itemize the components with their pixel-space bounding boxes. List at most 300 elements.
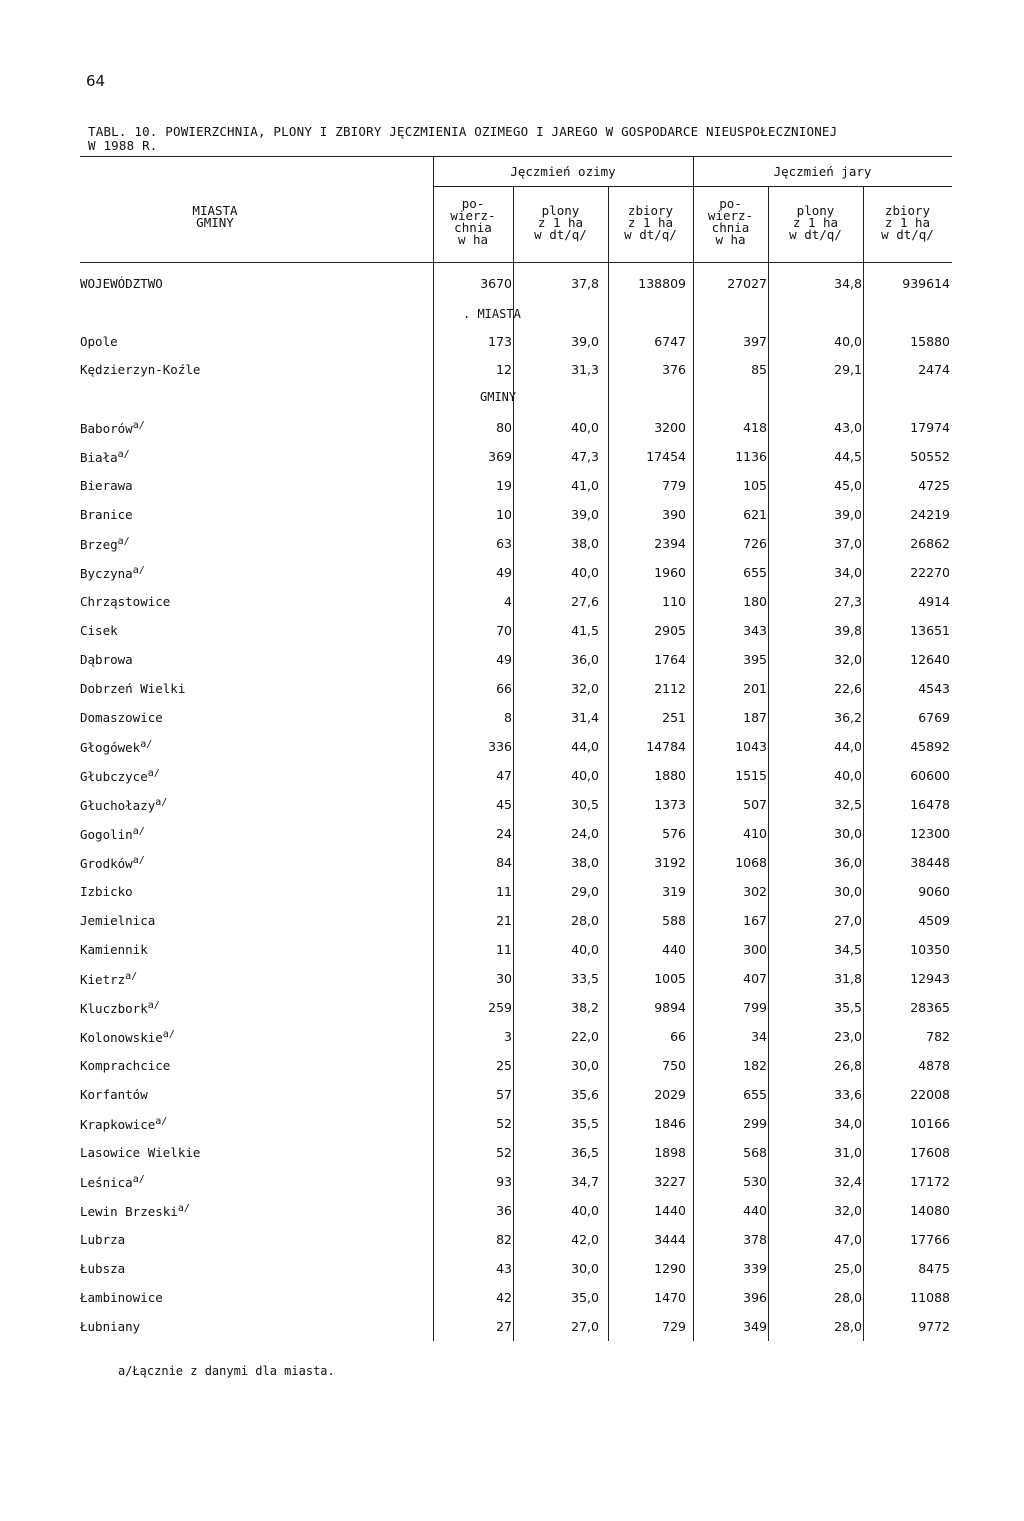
cell-value: 299 (743, 1116, 767, 1131)
cell-value: 621 (743, 507, 767, 522)
row-name (80, 1087, 148, 1102)
cell-value: 27027 (727, 276, 767, 291)
cell-value: 85 (751, 362, 767, 377)
cell-value: 396 (743, 1290, 767, 1305)
cell-value: 66 (670, 1029, 686, 1044)
cell-value: 35,6 (571, 1087, 599, 1102)
cell-value: 302 (743, 884, 767, 899)
footnote-marker: a/ (132, 1174, 145, 1185)
cell-value: 182 (743, 1058, 767, 1073)
cell-value: 376 (662, 362, 686, 377)
table-row (0, 855, 1024, 875)
row-name (80, 334, 118, 349)
row-name-text: Chrząstowice (80, 594, 171, 609)
cell-value: 37,0 (834, 536, 862, 551)
row-name-text: Lubrza (80, 1232, 126, 1247)
cell-value: 110 (662, 594, 686, 609)
table-row (0, 565, 1024, 585)
cell-value: 28,0 (834, 1319, 862, 1334)
row-name-text: Biała (80, 450, 118, 466)
cell-value: 4 (504, 594, 512, 609)
cell-value: 36,5 (571, 1145, 599, 1160)
cell-value: 17172 (910, 1174, 950, 1189)
cell-value: 36,0 (834, 855, 862, 870)
footnote-marker: a/ (117, 536, 130, 547)
cell-value: 939614 (902, 276, 950, 291)
cell-value: 93 (496, 1174, 512, 1189)
winter-barley-header: Jęczmień ozimy (510, 164, 616, 179)
row-name (80, 1203, 190, 1219)
row-name (80, 623, 118, 638)
cell-value: 47 (496, 768, 512, 783)
voivodeship-row (0, 276, 1024, 296)
row-name-text: Lewin Brzeski (80, 1204, 178, 1220)
cell-value: 27,6 (571, 594, 599, 609)
cell-value: 14080 (910, 1203, 950, 1218)
table-row (0, 334, 1024, 354)
row-name (80, 1000, 160, 1016)
row-name (80, 797, 167, 813)
cell-value: 6769 (918, 710, 950, 725)
row-name-text: Kamiennik (80, 942, 148, 957)
cell-value: 36 (496, 1203, 512, 1218)
row-name (80, 739, 152, 755)
cell-value: 1470 (654, 1290, 686, 1305)
footnote-marker: a/ (132, 826, 145, 837)
cell-value: 40,0 (571, 942, 599, 957)
stub-header: MIASTA GMINY (192, 203, 238, 230)
cell-value: 66 (496, 681, 512, 696)
cell-value: 1290 (654, 1261, 686, 1276)
cell-value: 43,0 (834, 420, 862, 435)
cell-value: 12 (496, 362, 512, 377)
cell-value: 38448 (910, 855, 950, 870)
cell-value: 25 (496, 1058, 512, 1073)
cell-value: 14784 (646, 739, 686, 754)
cell-value: 26862 (910, 536, 950, 551)
cell-value: 30,0 (834, 826, 862, 841)
cell-value: 45892 (910, 739, 950, 754)
row-name (80, 1174, 145, 1190)
cell-value: 1846 (654, 1116, 686, 1131)
row-name (80, 449, 130, 465)
row-name-text: Lasowice Wielkie (80, 1145, 201, 1160)
column-rule (768, 186, 769, 1341)
cell-value: 37,8 (571, 276, 599, 291)
row-name-text: Łubsza (80, 1261, 126, 1276)
cell-value: 655 (743, 1087, 767, 1102)
cell-value: 31,4 (571, 710, 599, 725)
table-row (0, 1261, 1024, 1281)
cell-value: 440 (743, 1203, 767, 1218)
cell-value: 24,0 (571, 826, 599, 841)
cell-value: 180 (743, 594, 767, 609)
row-name-text: Łambinowice (80, 1290, 163, 1305)
cell-value: 3444 (654, 1232, 686, 1247)
table-row (0, 768, 1024, 788)
footnote-marker: a/ (125, 971, 138, 982)
row-name-text: Korfantów (80, 1087, 148, 1102)
row-name (80, 594, 170, 609)
cell-value: 11088 (910, 1290, 950, 1305)
cell-value: 12943 (910, 971, 950, 986)
cell-value: 12640 (910, 652, 950, 667)
cell-value: 30,0 (571, 1261, 599, 1276)
cell-value: 32,5 (834, 797, 862, 812)
cell-value: 30,5 (571, 797, 599, 812)
table-row (0, 1319, 1024, 1339)
cell-value: 60600 (910, 768, 950, 783)
cell-value: 440 (662, 942, 686, 957)
cell-value: 8475 (918, 1261, 950, 1276)
spring-barley-header: Jęczmień jary (773, 164, 872, 179)
table-row (0, 1087, 1024, 1107)
cell-value: 40,0 (571, 1203, 599, 1218)
cell-value: 38,0 (571, 855, 599, 870)
footnote-marker: a/ (132, 565, 145, 576)
cell-value: 82 (496, 1232, 512, 1247)
cell-value: 34,7 (571, 1174, 599, 1189)
cell-value: 9772 (918, 1319, 950, 1334)
cell-value: 3 (504, 1029, 512, 1044)
cell-value: 30,0 (834, 884, 862, 899)
cell-value: 369 (488, 449, 512, 464)
cell-value: 32,0 (834, 1203, 862, 1218)
table-row (0, 536, 1024, 556)
row-name-text: Izbicko (80, 884, 133, 899)
table-row (0, 797, 1024, 817)
cell-value: 27,3 (834, 594, 862, 609)
cell-value: 3192 (654, 855, 686, 870)
row-name (80, 420, 145, 436)
cell-value: 34,5 (834, 942, 862, 957)
cell-value: 1960 (654, 565, 686, 580)
cell-value: 10 (496, 507, 512, 522)
cell-value: 9894 (654, 1000, 686, 1015)
row-name-text: Głubczyce (80, 769, 148, 785)
cell-value: 2112 (654, 681, 686, 696)
cell-value: 12300 (910, 826, 950, 841)
row-name (80, 478, 133, 493)
table-row (0, 507, 1024, 527)
cell-value: 36,0 (571, 652, 599, 667)
table-row (0, 623, 1024, 643)
table-row (0, 1290, 1024, 1310)
row-name-text: Dobrzeń Wielki (80, 681, 186, 696)
cell-value: 11 (496, 884, 512, 899)
cell-value: 167 (743, 913, 767, 928)
cell-value: 44,0 (571, 739, 599, 754)
table-row (0, 1145, 1024, 1165)
table-row (0, 1058, 1024, 1078)
row-name (80, 1261, 125, 1276)
cell-value: 13651 (910, 623, 950, 638)
cell-value: 395 (743, 652, 767, 667)
cell-value: 336 (488, 739, 512, 754)
table-row (0, 420, 1024, 440)
cell-value: 3670 (480, 276, 512, 291)
table-row (0, 884, 1024, 904)
cell-value: 319 (662, 884, 686, 899)
cell-value: 22,0 (571, 1029, 599, 1044)
row-name (80, 565, 145, 581)
row-name (80, 362, 200, 377)
row-name (80, 1058, 170, 1073)
cell-value: 29,1 (834, 362, 862, 377)
cell-value: 28365 (910, 1000, 950, 1015)
table-row (0, 1232, 1024, 1252)
table-row (0, 826, 1024, 846)
cell-value: 418 (743, 420, 767, 435)
table-row (0, 478, 1024, 498)
cell-value: 40,0 (571, 565, 599, 580)
cell-value: 1898 (654, 1145, 686, 1160)
cell-value: 6747 (654, 334, 686, 349)
cell-value: 25,0 (834, 1261, 862, 1276)
cell-value: 41,5 (571, 623, 599, 638)
table-row (0, 449, 1024, 469)
table-row (0, 710, 1024, 730)
cell-value: 29,0 (571, 884, 599, 899)
cell-value: 33,6 (834, 1087, 862, 1102)
cell-value: 2905 (654, 623, 686, 638)
footnote-marker: a/ (117, 449, 130, 460)
cell-value: 52 (496, 1116, 512, 1131)
cell-value: 70 (496, 623, 512, 638)
cell-value: 4878 (918, 1058, 950, 1073)
cell-value: 38,0 (571, 536, 599, 551)
cell-value: 17766 (910, 1232, 950, 1247)
cell-value: 9060 (918, 884, 950, 899)
row-name (80, 1029, 175, 1045)
cell-value: 15880 (910, 334, 950, 349)
cell-value: 397 (743, 334, 767, 349)
table-row (0, 681, 1024, 701)
section-label-towns: . MIASTA (463, 307, 521, 321)
table-row (0, 594, 1024, 614)
row-name-text: Kluczbork (80, 1001, 148, 1017)
row-name (80, 855, 145, 871)
cell-value: 576 (662, 826, 686, 841)
cell-value: 21 (496, 913, 512, 928)
cell-value: 28,0 (834, 1290, 862, 1305)
cell-value: 779 (662, 478, 686, 493)
cell-value: 3200 (654, 420, 686, 435)
cell-value: 32,4 (834, 1174, 862, 1189)
row-name (80, 1290, 163, 1305)
cell-value: 43 (496, 1261, 512, 1276)
cell-value: 23,0 (834, 1029, 862, 1044)
cell-value: 655 (743, 565, 767, 580)
cell-value: 63 (496, 536, 512, 551)
table-row (0, 971, 1024, 991)
column-rule (863, 186, 864, 1341)
cell-value: 45 (496, 797, 512, 812)
cell-value: 2394 (654, 536, 686, 551)
cell-value: 4725 (918, 478, 950, 493)
cell-value: 568 (743, 1145, 767, 1160)
cell-value: 38,2 (571, 1000, 599, 1015)
cell-value: 1005 (654, 971, 686, 986)
row-name (80, 1319, 140, 1334)
cell-value: 47,3 (571, 449, 599, 464)
footnote-marker: a/ (140, 739, 153, 750)
cell-value: 10166 (910, 1116, 950, 1131)
row-name-text: Brzeg (80, 537, 118, 553)
cell-value: 28,0 (571, 913, 599, 928)
cell-value: 33,5 (571, 971, 599, 986)
cell-value: 39,8 (834, 623, 862, 638)
spring-area-header: po- wierz- chnia w ha (707, 196, 754, 247)
column-rule (513, 186, 514, 1341)
cell-value: 378 (743, 1232, 767, 1247)
table-title-year: W 1988 R. (88, 138, 158, 153)
footnote: a/Łącznie z danymi dla miasta. (118, 1364, 335, 1378)
cell-value: 2029 (654, 1087, 686, 1102)
cell-value: 22008 (910, 1087, 950, 1102)
row-name-text: Dąbrowa (80, 652, 133, 667)
row-name (80, 507, 133, 522)
cell-value: 50552 (910, 449, 950, 464)
row-name-text: Byczyna (80, 566, 133, 582)
cell-value: 799 (743, 1000, 767, 1015)
row-name-text: Kolonowskie (80, 1030, 163, 1046)
cell-value: 4509 (918, 913, 950, 928)
cell-value: 1373 (654, 797, 686, 812)
cell-value: 40,0 (834, 334, 862, 349)
row-name (80, 710, 163, 725)
table-row (0, 1116, 1024, 1136)
cell-value: 39,0 (834, 507, 862, 522)
cell-value: 17454 (646, 449, 686, 464)
row-name-text: Leśnica (80, 1175, 133, 1191)
cell-value: 407 (743, 971, 767, 986)
cell-value: 26,8 (834, 1058, 862, 1073)
cell-value: 22,6 (834, 681, 862, 696)
row-name-text: Gogolin (80, 827, 133, 843)
cell-value: 36,2 (834, 710, 862, 725)
cell-value: 3227 (654, 1174, 686, 1189)
footnote-marker: a/ (132, 855, 145, 866)
row-name-text: Branice (80, 507, 133, 522)
cell-value: 31,8 (834, 971, 862, 986)
cell-value: 30,0 (571, 1058, 599, 1073)
cell-value: 410 (743, 826, 767, 841)
row-name-text: Kietrz (80, 972, 126, 988)
winter-yield-header: plony z 1 ha w dt/q/ (534, 203, 587, 242)
cell-value: 57 (496, 1087, 512, 1102)
row-name-text: Głuchołazy (80, 798, 156, 814)
row-name-text: Kędzierzyn-Koźle (80, 362, 201, 377)
cell-value: 2474 (918, 362, 950, 377)
cell-value: 24 (496, 826, 512, 841)
cell-value: 17608 (910, 1145, 950, 1160)
cell-value: 507 (743, 797, 767, 812)
cell-value: 1043 (735, 739, 767, 754)
cell-value: 35,0 (571, 1290, 599, 1305)
cell-value: 45,0 (834, 478, 862, 493)
cell-value: 52 (496, 1145, 512, 1160)
column-rule (608, 186, 609, 1341)
table-row (0, 942, 1024, 962)
cell-value: 49 (496, 652, 512, 667)
cell-value: 390 (662, 507, 686, 522)
cell-value: 173 (488, 334, 512, 349)
table-title: TABL. 10. POWIERZCHNIA, PLONY I ZBIORY JĘCZMIENIA OZIMEGO I JAREGO W GOSPODARCE NIEUSPOŁECZNIONEJ (88, 124, 838, 139)
row-name (80, 652, 133, 667)
cell-value: 1440 (654, 1203, 686, 1218)
row-name-text: Cisek (80, 623, 118, 638)
row-name-text: Łubniany (80, 1319, 141, 1334)
cell-value: 251 (662, 710, 686, 725)
cell-value: 349 (743, 1319, 767, 1334)
cell-value: 34,0 (834, 1116, 862, 1131)
table-row (0, 1029, 1024, 1049)
row-name-text: Grodków (80, 856, 133, 872)
row-name-text: Głogówek (80, 740, 141, 756)
cell-value: 19 (496, 478, 512, 493)
row-name (80, 1232, 125, 1247)
header-bottom-rule (80, 262, 952, 263)
cell-value: 42,0 (571, 1232, 599, 1247)
cell-value: 259 (488, 1000, 512, 1015)
footnote-marker: a/ (132, 420, 145, 431)
footnote-marker: a/ (155, 797, 168, 808)
cell-value: 4914 (918, 594, 950, 609)
spring-harvest-header: zbiory z 1 ha w dt/q/ (881, 203, 934, 242)
footnote-marker: a/ (147, 768, 160, 779)
cell-value: 42 (496, 1290, 512, 1305)
cell-value: 11 (496, 942, 512, 957)
row-name (80, 913, 155, 928)
cell-value: 300 (743, 942, 767, 957)
footnote-marker: a/ (177, 1203, 190, 1214)
cell-value: 35,5 (571, 1116, 599, 1131)
cell-value: 16478 (910, 797, 950, 812)
cell-value: 1068 (735, 855, 767, 870)
row-name-text: Baborów (80, 421, 133, 437)
cell-value: 31,0 (834, 1145, 862, 1160)
column-rule (433, 156, 434, 1341)
row-name-text: Domaszowice (80, 710, 163, 725)
cell-value: 750 (662, 1058, 686, 1073)
row-name-text: Komprachcice (80, 1058, 171, 1073)
cell-value: 40,0 (834, 768, 862, 783)
cell-value: 1880 (654, 768, 686, 783)
cell-value: 17974 (910, 420, 950, 435)
cell-value: 44,5 (834, 449, 862, 464)
winter-area-header: po- wierz- chnia w ha (450, 196, 496, 247)
header-top-rule (80, 156, 952, 157)
row-name-text: Opole (80, 334, 118, 349)
cell-value: 27,0 (571, 1319, 599, 1334)
cell-value: 34 (751, 1029, 767, 1044)
cell-value: 24219 (910, 507, 950, 522)
footnote-marker: a/ (155, 1116, 168, 1127)
cell-value: 1515 (735, 768, 767, 783)
cell-value: 1136 (735, 449, 767, 464)
row-name-text: Krapkowice (80, 1117, 156, 1133)
cell-value: 39,0 (571, 334, 599, 349)
table-row (0, 913, 1024, 933)
cell-value: 22270 (910, 565, 950, 580)
table-row (0, 1000, 1024, 1020)
spring-yield-header: plony z 1 ha w dt/q/ (789, 203, 842, 242)
footnote-marker: a/ (162, 1029, 175, 1040)
row-name (80, 768, 160, 784)
cell-value: 84 (496, 855, 512, 870)
cell-value: 41,0 (571, 478, 599, 493)
